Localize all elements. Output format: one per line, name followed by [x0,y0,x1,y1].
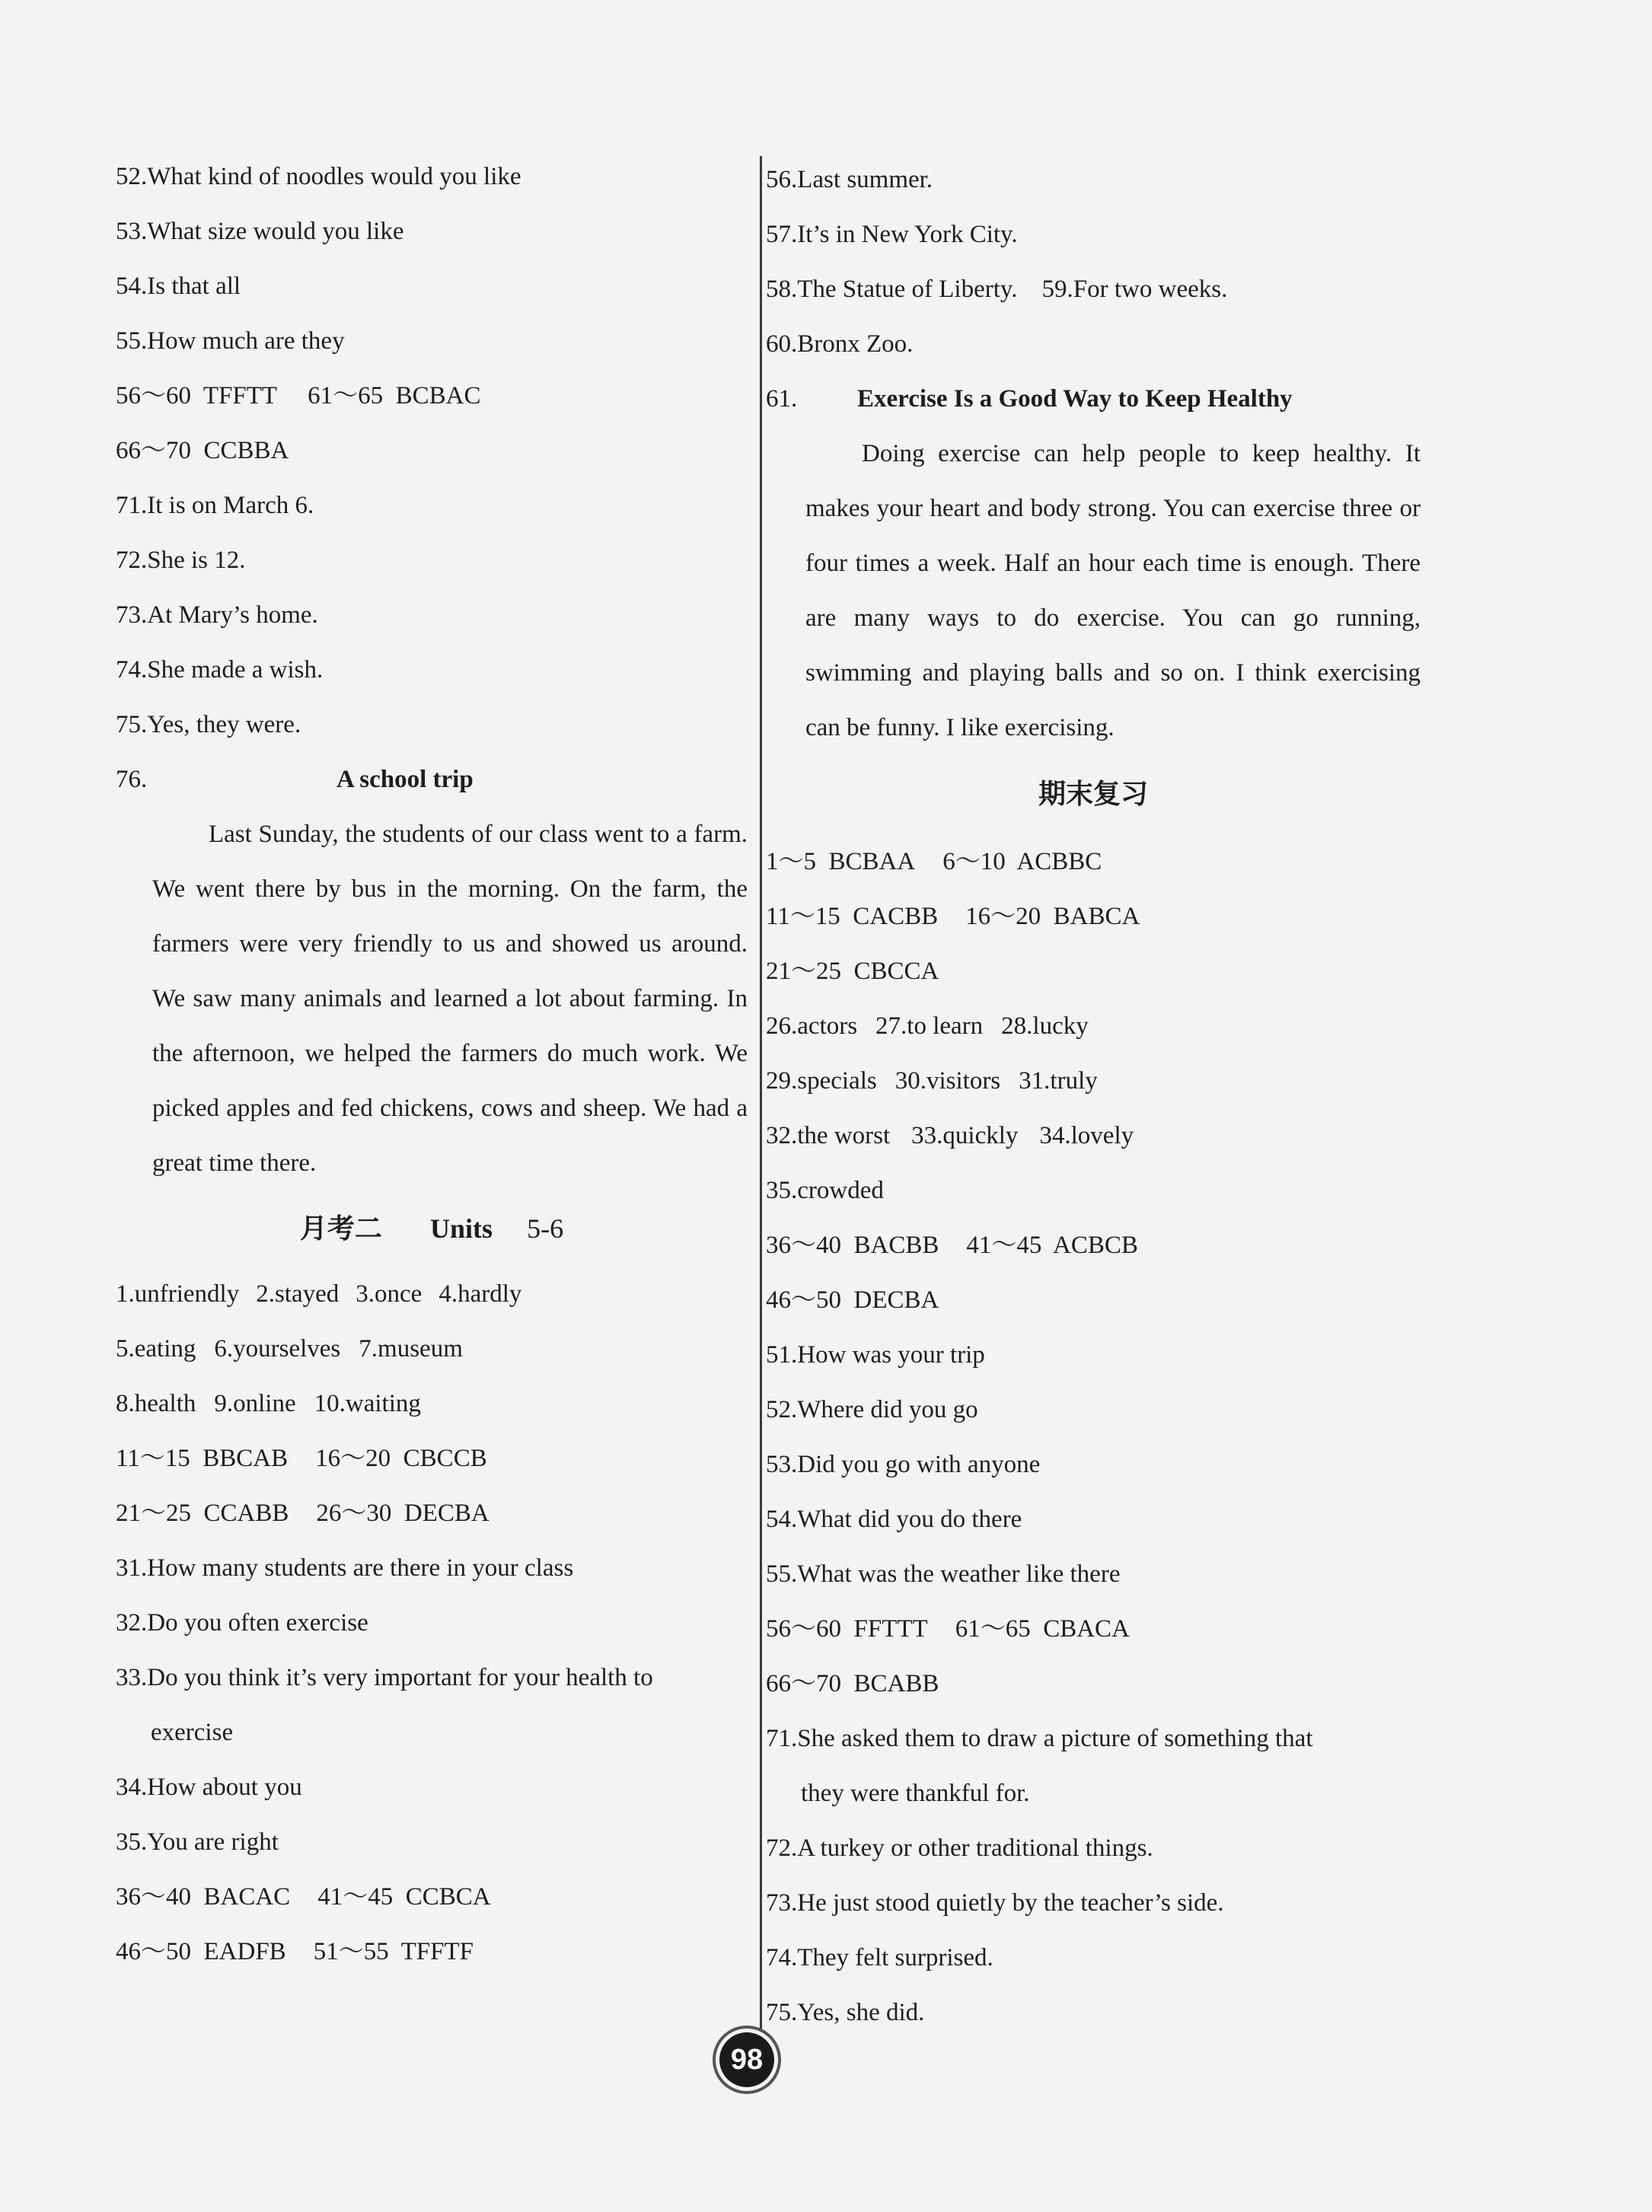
answer-group: 36～40 BACBB [766,1232,939,1259]
essay-title: A school trip [336,766,474,793]
answer-group: 16～20 CBCCB [315,1445,487,1472]
question-number: 61. [766,385,798,413]
answer-line: 75.Yes, she did. [766,1999,925,2026]
answer-group: 21～25 CCABB [116,1500,289,1527]
answer-group: 11～15 CACBB [766,903,939,930]
essay-title: Exercise Is a Good Way to Keep Healthy [857,385,1293,413]
page-number-badge: 98 [719,2032,774,2087]
section-title-monthly-exam-2 [116,1190,748,1267]
answer-row [766,1053,1421,1108]
section-units-range: 5-6 [527,1213,564,1244]
answer-line: 72.She is 12. [116,547,246,574]
answer-group: 56～60 TFFTT [116,382,278,410]
essay-heading [766,371,1421,426]
answer-line: 55.What was the weather like there [766,1560,1121,1588]
answer-row [116,1869,748,1924]
answer-line: 54.What did you do there [766,1506,1022,1533]
answer-row [116,1376,748,1431]
answer-word: 28.lucky [1001,1012,1089,1040]
right-column [766,152,1421,2040]
answer-line: 74.They felt surprised. [766,1944,993,1971]
answer-line: 21～25 CBCCA [766,958,939,985]
answer-group: 56～60 FFTTT [766,1615,928,1643]
answer-line-continued: they were thankful for. [801,1780,1030,1807]
answer-group: 36～40 BACAC [116,1883,291,1911]
answer-row [116,1267,748,1321]
answer-row [116,1924,748,1979]
answer-line: 66～70 BCABB [766,1670,939,1697]
answer-word: 8.health [116,1390,196,1417]
answer-group: 61～65 BCBAC [308,382,481,410]
column-divider [760,156,762,2051]
answer-word: 30.visitors [895,1067,1001,1095]
answer-word: 4.hardly [439,1280,522,1308]
answer-line: 56.Last summer. [766,166,933,193]
answer-word: 5.eating [116,1335,196,1363]
answer-row [766,834,1421,889]
essay-body: Doing exercise can help people to keep healthy. It makes your heart and body strong. You can exercise three or four times a week. Half an hour each time is enough. There are many ways to do exercise. You can go running, swimming and playing balls and so on. I think exercising can be funny. I like exercising. [805,440,1421,741]
answer-row [116,368,748,423]
answer-line: 57.It’s in New York City. [766,221,1018,248]
answer-line: 73.He just stood quietly by the teacher’s side. [766,1889,1224,1917]
answer-line: 34.How about you [116,1774,302,1801]
answer-group: 41～45 ACBCB [966,1232,1138,1259]
essay-heading [116,752,748,807]
answer-item: 58.The Statue of Liberty. [766,276,1018,303]
answer-group: 6～10 ACBBC [942,848,1102,875]
answer-row [766,999,1421,1053]
answer-line: 52.What kind of noodles would you like [116,163,521,190]
answer-word: 34.lovely [1039,1122,1134,1149]
answer-group: 51～55 TFFTF [313,1938,474,1965]
answer-line: 72.A turkey or other traditional things. [766,1834,1153,1862]
answer-row [766,1108,1421,1163]
answer-word: 29.specials [766,1067,877,1095]
answer-group: 41～45 CCBCA [317,1883,491,1911]
answer-line-continued: exercise [151,1719,234,1746]
section-units-label: Units [429,1213,493,1244]
answer-word: 26.actors [766,1012,858,1040]
section-title-text: 期末复习 [1038,779,1148,810]
answer-word: 9.online [214,1390,296,1417]
answer-line: 75.Yes, they were. [116,711,301,738]
answer-line: 51.How was your trip [766,1341,985,1369]
answer-line: 53.Did you go with anyone [766,1451,1041,1478]
answer-row [766,889,1421,944]
answer-row [116,1486,748,1541]
answer-line: 46～50 DECBA [766,1286,939,1314]
answer-row [116,1431,748,1486]
answer-group: 26～30 DECBA [316,1500,490,1527]
answer-word: 3.once [356,1280,423,1308]
answer-group: 61～65 CBACA [955,1615,1130,1643]
answer-word: 27.to learn [875,1012,984,1040]
answer-word: 2.stayed [256,1280,340,1308]
left-column [116,149,748,1979]
answer-line: 35.crowded [766,1177,884,1204]
answer-row [766,1218,1421,1273]
answer-line: 71.It is on March 6. [116,492,314,519]
answer-word: 10.waiting [314,1390,421,1417]
essay-body: Last Sunday, the students of our class went to a farm. We went there by bus in the morning. On the farm, the farmers were very friendly to us and showed us around. We saw many animals and learned a lot about farming. In the afternoon, we helped the farmers do much work. We picked apples and fed chickens, cows and sheep. We had a great time there. [152,821,748,1177]
answer-word: 33.quickly [911,1122,1019,1149]
answer-line: 54.Is that all [116,273,241,300]
section-title-text: 月考二 [299,1213,382,1245]
answer-line: 35.You are right [116,1828,279,1856]
section-title-final-review [766,755,1421,834]
answer-line: 60.Bronx Zoo. [766,330,914,358]
answer-group: 11～15 BBCAB [116,1445,289,1472]
answer-group: 1～5 BCBAA [766,848,916,875]
answer-line: 53.What size would you like [116,218,404,245]
answer-row [766,262,1421,317]
answer-line: 74.She made a wish. [116,656,324,684]
question-number: 76. [116,766,148,793]
answer-item: 59.For two weeks. [1041,276,1228,303]
answer-line: 71.She asked them to draw a picture of something that [766,1725,1313,1752]
answer-line: 73.At Mary’s home. [116,601,318,629]
answer-line: 32.Do you often exercise [116,1609,368,1637]
answer-line: 55.How much are they [116,327,345,355]
answer-line: 52.Where did you go [766,1396,978,1423]
answer-line: 66～70 CCBBA [116,437,289,464]
answer-row [116,1321,748,1376]
answer-word: 7.museum [359,1335,463,1363]
answer-group: 46～50 EADFB [116,1938,286,1965]
answer-word: 31.truly [1019,1067,1098,1095]
answer-group: 16～20 BABCA [965,903,1140,930]
answer-line: 33.Do you think it’s very important for your health to [116,1664,653,1691]
answer-line: 31.How many students are there in your class [116,1554,574,1582]
answer-word: 6.yourselves [214,1335,341,1363]
answer-row [766,1602,1421,1656]
answer-word: 1.unfriendly [116,1280,240,1308]
answer-word: 32.the worst [766,1122,891,1149]
